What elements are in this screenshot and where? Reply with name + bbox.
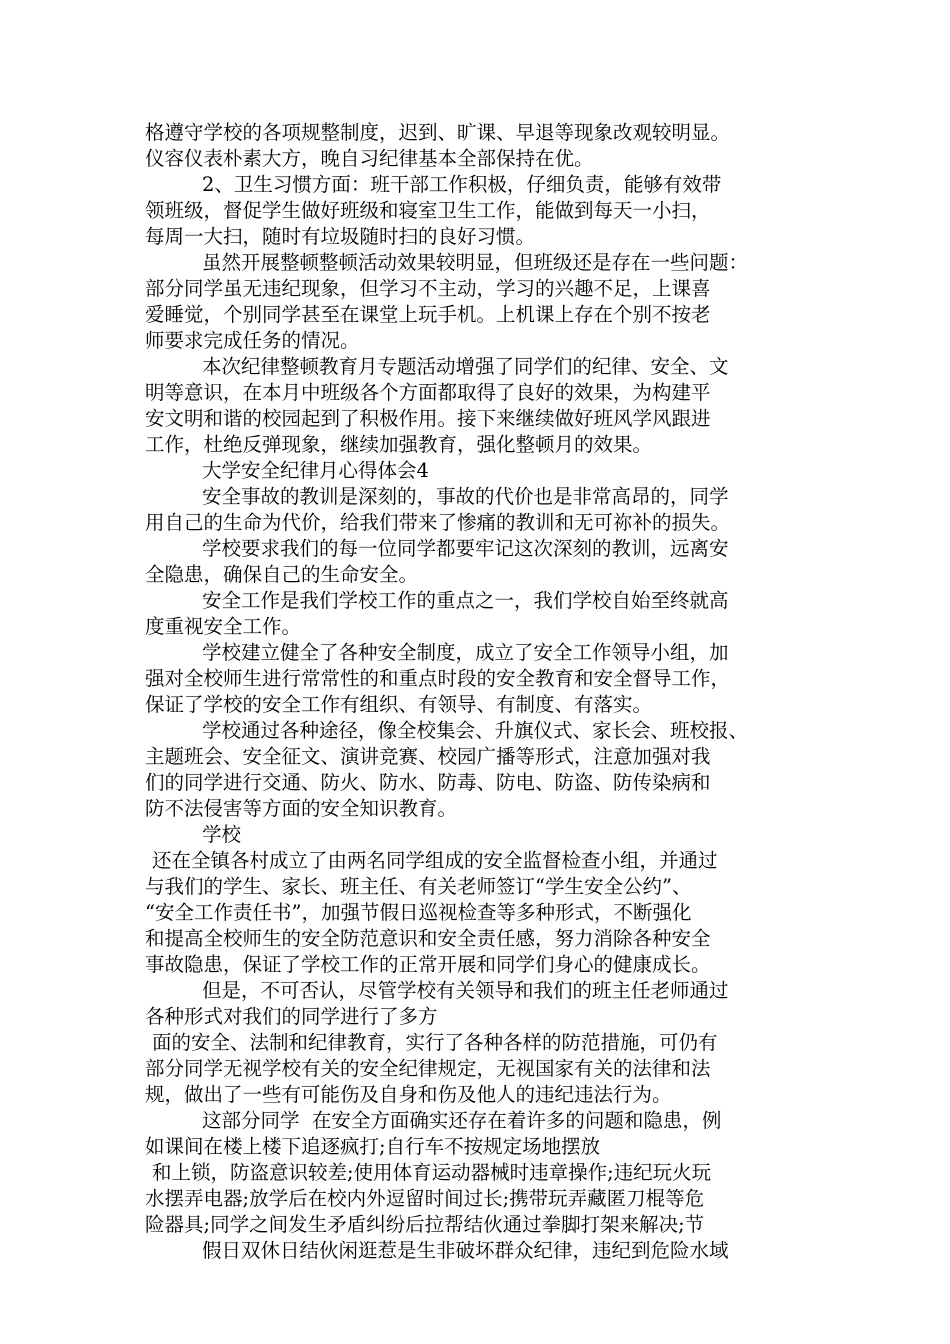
document-body <box>145 120 827 1264</box>
text-line: 各种形式对我们的同学进行了多方 <box>145 1005 438 1028</box>
text-line: 安全工作是我们学校工作的重点之一，我们学校自始至终就高 <box>202 589 729 612</box>
text-line: 面的安全、法制和纪律教育，实行了各种各样的防范措施，可仍有 <box>152 1031 718 1054</box>
text-line: “安全工作责任书”，加强节假日巡视检查等多种形式，不断强化 <box>145 901 692 924</box>
text-line: 虽然开展整顿整顿活动效果较明显，但班级还是存在一些问题： <box>202 251 749 274</box>
text-line: 强对全校师生进行常常性的和重点时段的安全教育和安全督导工作， <box>145 667 731 690</box>
text-line: 学校 <box>202 823 242 846</box>
text-line: 部分同学无视学校有关的安全纪律规定，无视国家有关的法律和法 <box>145 1057 711 1080</box>
text-line: 领班级，督促学生做好班级和寝室卫生工作，能做到每天一小扫， <box>145 199 711 222</box>
text-line: 这部分同学 在安全方面确实还存在着许多的问题和隐患，例 <box>202 1109 722 1132</box>
text-line: 和上锁，防盗意识较差;使用体育运动器械时违章操作;违纪玩火玩 <box>152 1161 712 1184</box>
text-line: 学校建立健全了各种安全制度，成立了安全工作领导小组，加 <box>202 641 729 664</box>
text-line: 爱睡觉，个别同学甚至在课堂上玩手机。上机课上存在个别不按老 <box>145 303 711 326</box>
text-line: 格遵守学校的各项规整制度，迟到、旷课、早退等现象改观较明显。 <box>145 121 731 144</box>
text-line: 水摆弄电器;放学后在校内外逗留时间过长;携带玩弄藏匿刀棍等危 <box>145 1187 705 1210</box>
text-line: 安全事故的教训是深刻的，事故的代价也是非常高昂的，同学 <box>202 485 729 508</box>
text-line: 学校要求我们的每一位同学都要牢记这次深刻的教训，远离安 <box>202 537 729 560</box>
text-line: 部分同学虽无违纪现象，但学习不主动，学习的兴趣不足，上课喜 <box>145 277 711 300</box>
text-line: 主题班会、安全征文、演讲竞赛、校园广播等形式，注意加强对我 <box>145 745 711 768</box>
text-line: 与我们的学生、家长、班主任、有关老师签订“学生安全公约”、 <box>145 875 692 898</box>
text-line: 们的同学进行交通、防火、防水、防毒、防电、防盗、防传染病和 <box>145 771 711 794</box>
text-line: 2、卫生习惯方面：班干部工作积极，仔细负责，能够有效带 <box>202 173 722 196</box>
text-line: 事故隐患，保证了学校工作的正常开展和同学们身心的健康成长。 <box>145 953 711 976</box>
text-line: 每周一大扫，随时有垃圾随时扫的良好习惯。 <box>145 225 536 248</box>
text-line: 规，做出了一些有可能伤及自身和伤及他人的违纪违法行为。 <box>145 1083 672 1106</box>
text-line: 仪容仪表朴素大方，晚自习纪律基本全部保持在优。 <box>145 147 594 170</box>
text-line: 如课间在楼上楼下追逐疯打;自行车不按规定场地摆放 <box>145 1135 601 1158</box>
text-line: 还在全镇各村成立了由两名同学组成的安全监督检查小组，并通过 <box>152 849 718 872</box>
text-line: 本次纪律整顿教育月专题活动增强了同学们的纪律、安全、文 <box>202 355 729 378</box>
text-line: 和提高全校师生的安全防范意识和安全责任感，努力消除各种安全 <box>145 927 711 950</box>
text-line: 大学安全纪律月心得体会4 <box>202 459 429 482</box>
text-line: 但是，不可否认，尽管学校有关领导和我们的班主任老师通过 <box>202 979 729 1002</box>
text-line: 用自己的生命为代价，给我们带来了惨痛的教训和无可祢补的损失。 <box>145 511 731 534</box>
text-line: 学校通过各种途径，像全校集会、升旗仪式、家长会、班校报、 <box>202 719 749 742</box>
text-line: 度重视安全工作。 <box>145 615 302 638</box>
text-line: 险器具;同学之间发生矛盾纠纷后拉帮结伙通过拳脚打架来解决;节 <box>145 1213 705 1236</box>
text-line: 保证了学校的安全工作有组织、有领导、有制度、有落实。 <box>145 693 653 716</box>
text-line: 防不法侵害等方面的安全知识教育。 <box>145 797 458 820</box>
text-line: 师要求完成任务的情况。 <box>145 329 360 352</box>
text-line: 假日双休日结伙闲逛惹是生非破坏群众纪律，违纪到危险水域 <box>202 1239 729 1262</box>
text-line: 明等意识，在本月中班级各个方面都取得了良好的效果，为构建平 <box>145 381 711 404</box>
text-line: 安文明和谐的校园起到了积极作用。接下来继续做好班风学风跟进 <box>145 407 711 430</box>
text-line: 工作，杜绝反弹现象，继续加强教育，强化整顿月的效果。 <box>145 433 653 456</box>
text-line: 全隐患，确保自己的生命安全。 <box>145 563 419 586</box>
